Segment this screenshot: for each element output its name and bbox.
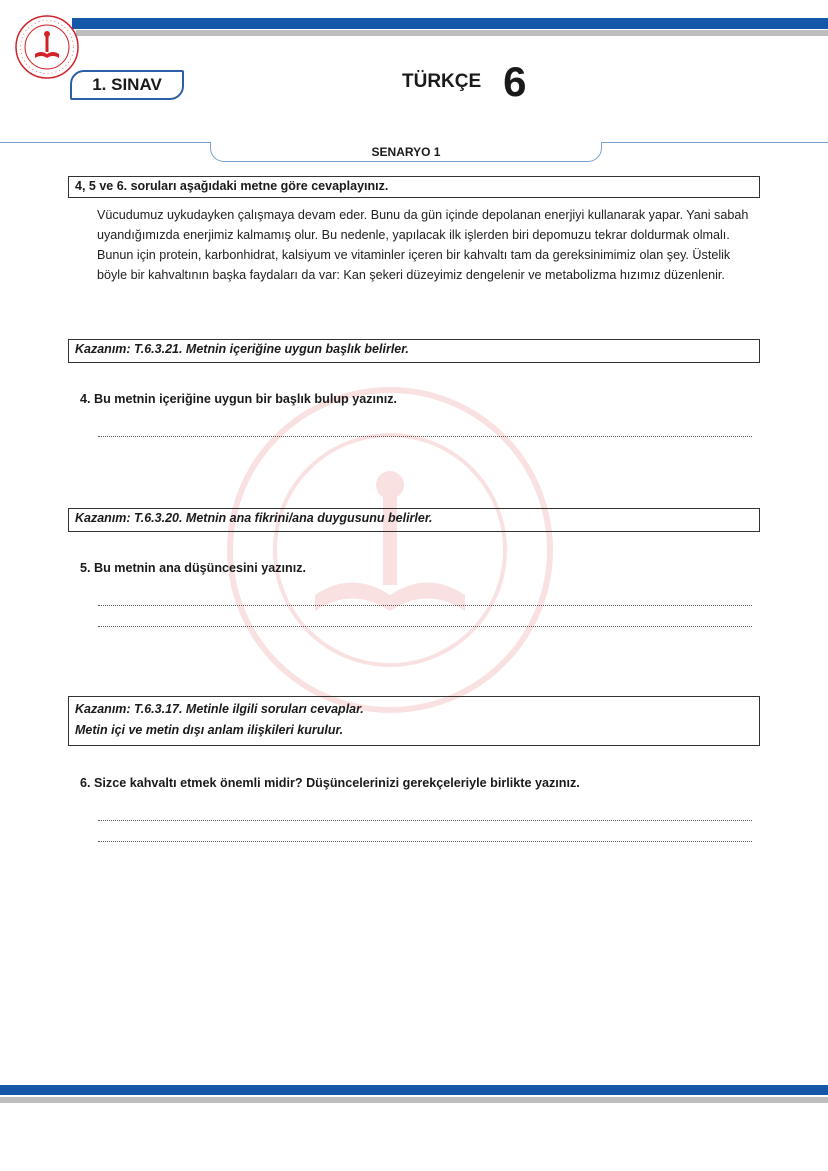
subject-title: TÜRKÇE [402,71,482,92]
answer-line[interactable] [98,839,752,842]
question-4: 4. Bu metnin içeriğine uygun bir başlık bulup yazınız. [80,392,397,406]
question-6: 6. Sizce kahvaltı etmek önemli midir? Düşüncelerinizi gerekçeleriyle birlikte yazınız. [80,776,580,790]
grade-number: 6 [503,58,527,105]
footer-blue-bar [0,1085,828,1095]
answer-line[interactable] [98,818,752,821]
meb-logo-icon [14,14,80,80]
kazanim-text: Kazanım: T.6.3.21. Metnin içeriğine uygun başlık belirler. [75,342,409,356]
kazanim-box-6 [68,696,760,746]
answer-line[interactable] [98,603,752,606]
question-5: 5. Bu metnin ana düşüncesini yazınız. [80,561,307,575]
kazanim-box-4 [68,339,760,363]
footer-gray-bar [0,1097,828,1103]
instruction-box: 4, 5 ve 6. soruları aşağıdaki metne göre cevaplayınız. [68,176,760,198]
exam-label: 1. SINAV [70,70,184,100]
page-title [402,58,527,106]
reading-passage: Vücudumuz uykudayken çalışmaya devam eder. Bunu da gün içinde depolanan enerjiyi kullanarak yapar. Yani sabah uyandığımızda enerjimiz kalmamış olur. Bu nedenle, yapılacak ilk işlerden biri depomuzu tekrar doldurmak olmalı. Bunun için protein, karbonhidrat, kalsiyum ve vitaminler içeren bir kahvaltı tam da gereksinimimiz olan şey. Üstelik böyle bir kahvaltının başka faydaları da var: Kan şekeri düzeyimiz dengelenir ve metabolizma hızımız düzenlenir. [97,208,749,282]
answer-line[interactable] [98,624,752,627]
kazanim-box-5 [68,508,760,532]
scenario-tab: SENARYO 1 [210,142,602,162]
kazanim-text: Kazanım: T.6.3.20. Metnin ana fikrini/ana duygusunu belirler. [75,511,433,525]
answer-line[interactable] [98,434,752,437]
kazanim-text: Kazanım: T.6.3.17. Metinle ilgili soruları cevaplar. [75,702,364,716]
kazanim-text: Metin içi ve metin dışı anlam ilişkileri kurulur. [75,723,344,737]
header-blue-bar [72,18,828,29]
header-gray-bar [76,30,828,36]
